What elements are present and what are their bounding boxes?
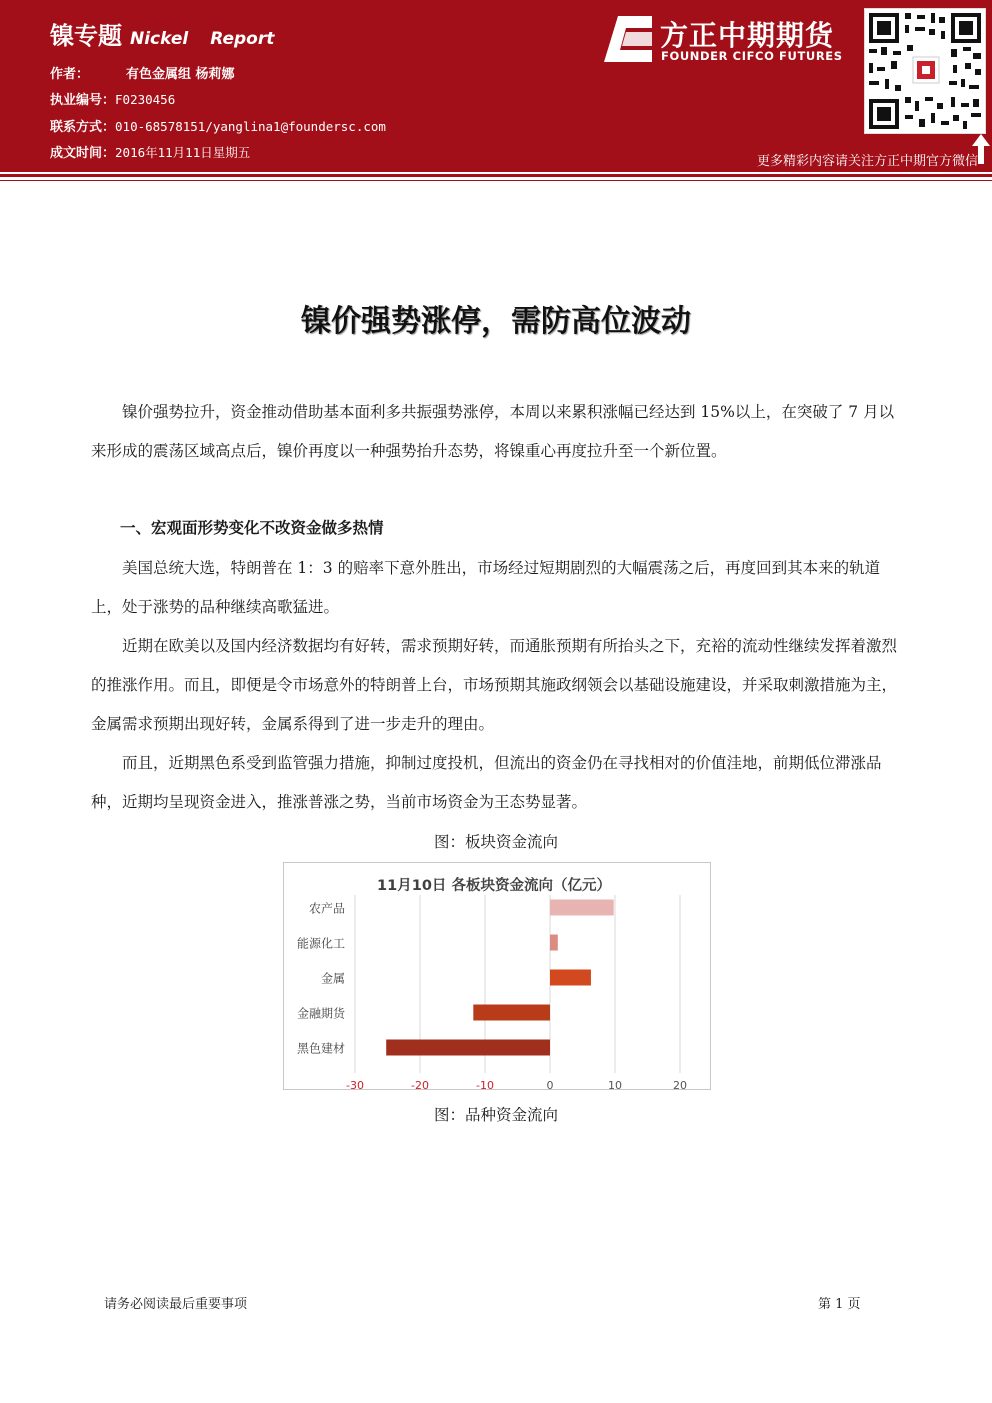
- category-label: 金融期货: [296, 1006, 345, 1021]
- company-logo: [604, 14, 860, 64]
- date-value: 2016年11月11日星期五: [115, 145, 251, 160]
- figure-caption-sector-flow: 图：板块资金流向: [433, 833, 558, 851]
- category-label: 金属: [320, 971, 345, 986]
- category-label: 黑色建材: [296, 1041, 345, 1056]
- report-type-zh: 镍专题: [50, 22, 122, 50]
- header-divider: [0, 174, 992, 177]
- paragraph-1: 美国总统大选，特朗普在 1：3 的赔率下意外胜出，市场经过短期剧烈的大幅震荡之后，再度回到其本来的轨道上，处于涨势的品种继续高歌猛进。: [91, 559, 881, 616]
- contact-value: 010-68578151/yanglina1@foundersc.com: [115, 119, 386, 134]
- report-header: [0, 0, 992, 172]
- company-logo-en: FOUNDER CIFCO FUTURES: [661, 49, 843, 63]
- license-value: F0230456: [115, 92, 176, 107]
- header-divider-thin: [0, 180, 992, 181]
- wechat-qr-code: [864, 8, 986, 134]
- license-row: [50, 89, 175, 108]
- x-tick-label: -20: [411, 1079, 429, 1089]
- contact-row: [50, 116, 386, 135]
- report-type-en: Nickel: [130, 29, 189, 49]
- company-logo-mark-icon: [604, 16, 652, 62]
- author-row: [50, 63, 235, 82]
- intro-paragraph: 镍价强势拉升，资金推动借助基本面利多共振强势涨停，本周以来累积涨幅已经达到 15%以上，在突破了 7 月以来形成的震荡区域高点后，镍价再度以一种强势抬升态势，将镍重心再度拉升至一个新位置。: [91, 403, 895, 460]
- footer-page-number: 第 1 页: [818, 1297, 861, 1312]
- x-tick-label: -30: [346, 1079, 364, 1089]
- figure-caption-variety-flow: 图：品种资金流向: [433, 1106, 558, 1124]
- contact-label: 联系方式：: [50, 120, 116, 135]
- chart-title: 11月10日 各板块资金流向（亿元）: [377, 878, 611, 894]
- x-tick-label: 20: [673, 1079, 687, 1089]
- x-tick-label: 0: [546, 1079, 554, 1089]
- category-label: 农产品: [308, 901, 345, 916]
- wechat-follow-note: 更多精彩内容请关注方正中期官方微信: [756, 154, 978, 169]
- date-row: [50, 142, 250, 161]
- document-title: 镍价强势涨停，需防高位波动: [301, 304, 691, 339]
- section-1-heading: 一、宏观面形势变化不改资金做多热情: [120, 519, 384, 537]
- report-type-title: [50, 16, 274, 51]
- x-tick-label: -10: [476, 1079, 494, 1089]
- chart-bar: [550, 970, 591, 986]
- chart-bar: [473, 1005, 550, 1021]
- paragraph-2: 近期在欧美以及国内经济数据均有好转，需求预期好转，而通胀预期有所抬头之下，充裕的流动性继续发挥着激烈的推涨作用。而且，即便是令市场意外的特朗普上台，市场预期其施政纲领会以基础设施建设，并采取刺激措施为主，金属需求预期出现好转，金属系得到了进一步走升的理由。: [91, 637, 898, 733]
- report-type-en-2: Report: [210, 29, 275, 49]
- sector-fund-flow-chart: [283, 862, 711, 1090]
- qr-code-icon: [865, 9, 985, 133]
- chart-bar: [550, 935, 558, 951]
- company-logo-zh: 方正中期期货: [660, 19, 835, 52]
- category-label: 能源化工: [296, 936, 345, 951]
- x-tick-label: 10: [608, 1079, 622, 1089]
- footer-disclaimer: 请务必阅读最后重要事项: [104, 1297, 248, 1312]
- paragraph-3: 而且，近期黑色系受到监管强力措施，抑制过度投机，但流出的资金仍在寻找相对的价值洼地，前期低位滞涨品种，近期均呈现资金进入，推涨普涨之势，当前市场资金为王态势显著。: [91, 754, 882, 811]
- chart-bar: [550, 900, 614, 916]
- date-label: 成文时间：: [50, 146, 116, 161]
- chart-svg: [284, 863, 710, 1089]
- author-label: 作者：: [50, 67, 90, 82]
- license-label: 执业编号：: [50, 93, 116, 108]
- author-value: 有色金属组 杨莉娜: [126, 67, 235, 82]
- chart-bar: [386, 1040, 550, 1056]
